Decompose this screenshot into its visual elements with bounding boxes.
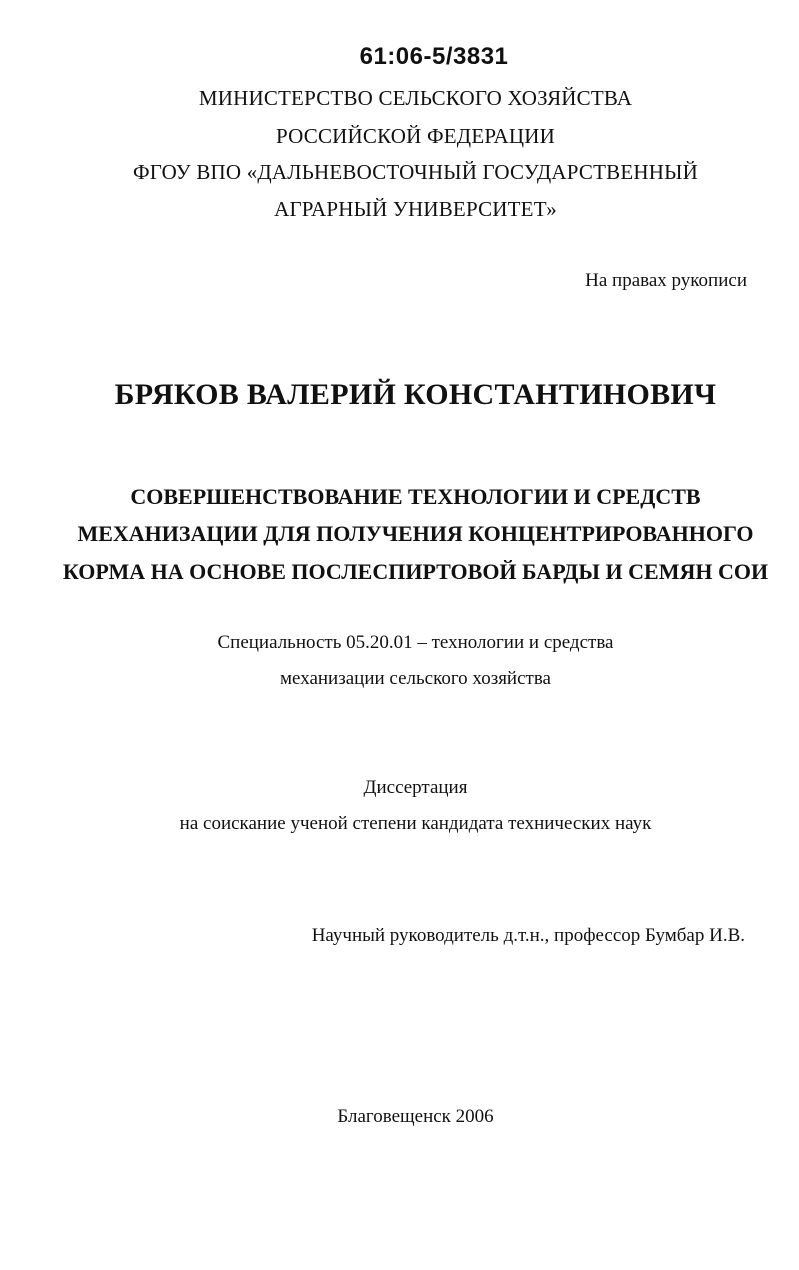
degree-statement: на соискание ученой степени кандидата технических наук [179, 813, 652, 834]
document-type: Диссертация [363, 777, 468, 798]
scientific-supervisor: Научный руководитель д.т.н., профессор Бумбар И.В. [311, 925, 745, 946]
manuscript-rights-note: На правах рукописи [585, 270, 747, 291]
thesis-title-line-2: МЕХАНИЗАЦИИ ДЛЯ ПОЛУЧЕНИЯ КОНЦЕНТРИРОВАННОГО [77, 521, 754, 546]
author-name: БРЯКОВ ВАЛЕРИЙ КОНСТАНТИНОВИЧ [114, 378, 717, 411]
organization-line-2: РОССИЙСКОЙ ФЕДЕРАЦИИ [276, 124, 555, 148]
organization-line-1: МИНИСТЕРСТВО СЕЛЬСКОГО ХОЗЯЙСТВА [198, 86, 633, 110]
specialty-line-2: механизации сельского хозяйства [279, 668, 551, 689]
specialty-line-1: Специальность 05.20.01 – технологии и средства [217, 632, 614, 653]
organization-line-3: ФГОУ ВПО «ДАЛЬНЕВОСТОЧНЫЙ ГОСУДАРСТВЕННЫЙ [133, 160, 698, 184]
city-year: Благовещенск 2006 [337, 1106, 494, 1127]
thesis-title-line-3: КОРМА НА ОСНОВЕ ПОСЛЕСПИРТОВОЙ БАРДЫ И СЕМЯН СОИ [62, 559, 769, 584]
thesis-title-line-1: СОВЕРШЕНСТВОВАНИЕ ТЕХНОЛОГИИ И СРЕДСТВ [130, 484, 701, 509]
organization-line-4: АГРАРНЫЙ УНИВЕРСИТЕТ» [274, 197, 557, 221]
catalog-number: 61:06-5/3831 [359, 43, 509, 70]
